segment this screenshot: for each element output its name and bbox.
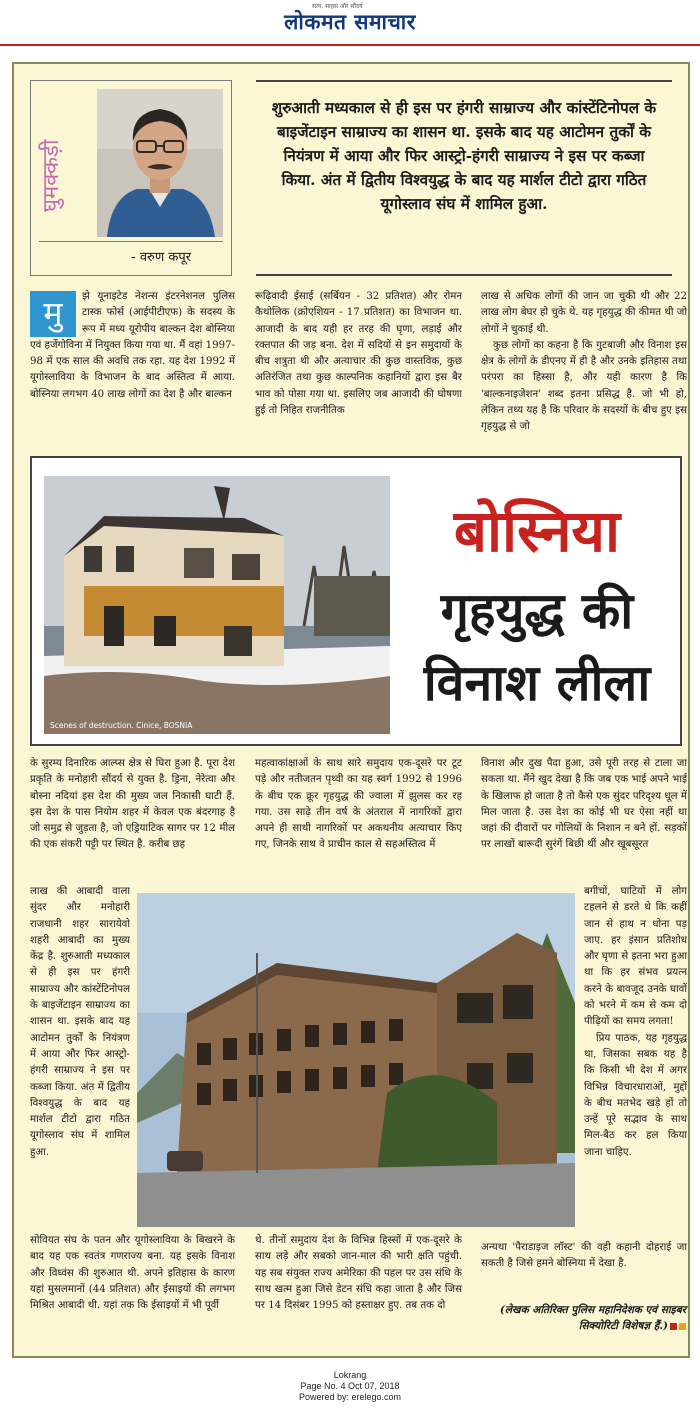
- newspaper-logo[interactable]: लोकमत समाचार: [284, 9, 416, 34]
- article-column-wrap-right: [584, 884, 687, 1240]
- masthead-tagline: सत्य, साहस और सौंदर्य: [312, 3, 363, 10]
- author-divider: [39, 241, 223, 242]
- author-portrait-image: [97, 89, 223, 237]
- wrap-right-paragraph-2: प्रिय पाठक, यह गृहयुद्ध था, जिसका सबक यह है कि किसी भी देश में अगर विभिन्न विचारधाराओं, मुद्दों के बीच मतभेद खड़े हों तो उन्हें पूरे सद्भाव के साथ मिल-बैठ कर हल किया जाना चाहिए.: [584, 1032, 687, 1158]
- pull-quote: शुरुआती मध्यकाल से ही इस पर हंगरी साम्राज्य और कांस्टेंटिनोपल के बाइजेंटाइन साम्राज्य का शासन था. इसके बाद यह आटोमन तुर्कों के नियंत्रण में आया और फिर आस्ट्रो-हंगरी साम्राज्य ने इस पर कब्जा किया. अंत में द्वितीय विश्वयुद्ध के बाद यह मार्शल टीटो द्वारा गठित यूगोस्लाव संघ में शामिल हुआ.: [256, 80, 672, 276]
- article-column-1: [30, 289, 235, 441]
- article-column-5: [255, 756, 462, 884]
- column-2-text: रूढ़िवादी ईसाई (सर्बियन - 32 प्रतिशत) और रोमन कैथोलिक (क्रोएशियन - 17 प्रतिशत) का विभाजन था. आजादी के बाद यही हर तरह की घृणा, लड़ाई और रक्तपात की जड़ बना. देश में सदियों से इन समुदायों के बीच शत्रुता थी और अत्याचार की कुछ वास्तविक, कुछ अतिरंजित तथा कुछ काल्पनिक कहानियों द्वारा इस बैर भाव को पोसा गया था. इसलिए जब आजादी की घोषणा हुई तो निहित राजनीतिक: [255, 291, 462, 417]
- column-9-text: अन्यथा 'पैराडाइज लॉस्ट' की वही कहानी दोहराई जा सकती है जिसे हमने बोस्निया में देखा है.: [481, 1242, 687, 1270]
- article-column-7: [30, 1233, 235, 1347]
- article-column-9: [481, 1240, 687, 1298]
- author-footnote: [486, 1302, 686, 1334]
- author-portrait: [97, 89, 223, 237]
- column-1-text: झे यूनाइटेड नेशन्स इंटरनेशनल पुलिस टास्क फोर्स (आईपीटीएफ) के सदस्य के रूप में मध्य यूरोपीय बाल्कन देश बोस्निया एवं हर्जेगोविना में नियुक्त किया गया था. मैं वहां 1997-98 में एक साल की अवधि तक रहा. यह देश 1992 में यूगोस्लाविया के विभाजन के बाद अस्तित्व में आया. बोस्निया लगभग 40 लाख लोगों का देश है और बाल्कन: [30, 291, 235, 400]
- author-byline: - वरुण कपूर: [131, 250, 192, 265]
- ruined-building-photo: [137, 893, 575, 1227]
- wrap-right-paragraph-1: बगीचों, घाटियों में लोग टहलने से डरते थे कि कहीं जान से हाथ न धोना पड़ जाए. हर इंसान प्रतिशोध और घृणा से इतना भरा हुआ था कि हर संभव प्रयत्न करने के बावजूद उनके घावों को भरने में कम से कम दो पीढ़ियों का समय लगता!: [584, 886, 687, 1028]
- masthead: [0, 0, 700, 46]
- article-column-6: [481, 756, 687, 884]
- feature-box: [30, 456, 682, 746]
- author-box: [30, 80, 232, 276]
- destroyed-house-photo: [44, 476, 390, 734]
- article-column-8: [255, 1233, 462, 1347]
- article-column-wrap-left: [30, 884, 130, 1232]
- footer-page-info: Page No. 4 Oct 07, 2018: [300, 1381, 400, 1391]
- footer-section: Lokrang: [333, 1370, 367, 1380]
- article-column-4: [30, 756, 235, 884]
- footer-powered-by[interactable]: Powered by: erelego.com: [298, 1392, 402, 1402]
- column-3-paragraph-2: कुछ लोगों का कहना है कि गुटबाजी और विनाश इस क्षेत्र के लोगों के डीएनए में ही है और उनके इतिहास तथा परंपरा का हिस्सा है, और यही कारण है कि 'बाल्कनाइजेशन' शब्द इतना प्रसिद्ध है. जो भी हो, लेकिन तथ्य यह है कि परिवार के सदस्यों के बीच हुए इस गृहयुद्ध से जो: [481, 339, 687, 433]
- article-column-3: [481, 289, 687, 441]
- page-footer: [0, 1370, 700, 1403]
- end-mark-orange: [679, 1323, 686, 1330]
- destroyed-house-image: [44, 476, 390, 734]
- column-4-text: के सुरम्य दिनारिक आल्प्स क्षेत्र से घिरा हुआ है. पूरा देश प्रकृति के मनोहारी सौंदर्य से युक्त है. ड्रिना, नेरेत्वा और बोस्ना नदियां इस देश की मुख्य जल निकासी घाटी हैं. इस देश के पास नियोम शहर में केवल एक बंदरगाह है जो समुद्र से जुड़ता है, जो एड्रियाटिक सागर पर 12 मील की एक संकरी पट्टी पर स्थित है. करीब छह: [30, 758, 235, 851]
- headline-line-3: विनाश लीला: [423, 654, 651, 712]
- column-7-text: सोवियत संघ के पतन और यूगोस्लाविया के बिखरने के बाद यह एक स्वतंत्र गणराज्य बना. यह इसके विनाश और विध्वंस की शुरुआत थी. अपने इतिहास के कारण यहां मुसलमानों (44 प्रतिशत) और ईसाइयों की लगभग मिश्रित आबादी थी. यहां तक कि ईसाइयों में भी पूर्वी: [30, 1235, 235, 1312]
- headline-line-2: गृहयुद्ध की: [440, 582, 634, 640]
- end-mark-red: [670, 1323, 677, 1330]
- column-5-text: महत्वाकांक्षाओं के साथ सारे समुदाय एक-दूसरे पर टूट पड़े और नतीजतन पृथ्वी का यह स्वर्ग 1992 से 1996 के बीच एक क्रूर गृहयुद्ध की ज्वाला में झुलस कर रह गया. उस साढ़े तीन वर्ष के अंतराल में नागरिकों द्वारा अपने ही साथी नागरिकों पर अकथनीय अत्याचार किए गए, जिनके साथ वे प्राचीन काल से सहअस्तित्व में: [255, 758, 462, 851]
- column-name: घुमक्कड़ी: [39, 139, 64, 213]
- headline-line-1: बोस्निया: [453, 497, 621, 565]
- column-6-text: विनाश और दुख पैदा हुआ, उसे पूरी तरह से टाला जा सकता था. मैंने खुद देखा है कि जब एक भाई अपने भाई के खिलाफ हो जाता है तो कैसे एक सुंदर परिदृश्य धूल में मिल जाता है. उस देश का कोई भी घर ऐसा नहीं था जहां की दीवारों पर गोलियों के निशान न बने हों. सड़कों पर लाखों बारूदी सुरंगें बिछी थीं और खूबसूरत: [481, 758, 687, 851]
- column-3-paragraph-1: लाख से अधिक लोगों की जान जा चुकी थी और 22 लाख लोग बेघर हो चुके थे. यह गृहयुद्ध की कीमत थी जो लोगों ने चुकाई थी.: [481, 291, 687, 335]
- column-8-text: थे. तीनों समुदाय देश के विभिन्न हिस्सों में एक-दूसरे के साथ लड़े और सबको जान-माल की भारी क्षति पहुंची. यह सब संयुक्त राज्य अमेरिका की पहल पर उस संधि के साथ खत्म हुआ जिसे डेटन संधि कहा जाता है और जिस पर 14 दिसंबर 1995 को हस्ताक्षर हुए. तब तक दो: [255, 1235, 462, 1312]
- photo-caption: Scenes of destruction. Cinice, BOSNIA: [50, 721, 193, 730]
- drop-cap: मु: [30, 291, 76, 337]
- article-column-2: [255, 289, 462, 441]
- wrap-left-text: लाख की आबादी वाला सुंदर और मनोहारी राजधानी शहर सारायेवो शहरी आबादी का मुख्य केंद्र है. शुरुआती मध्यकाल से ही इस पर हंगरी साम्राज्य और कांस्टेंटिनोपल के बाइजेंटाइन साम्राज्य का शासन था. इसके बाद यह आटोमन तुर्कों के नियंत्रण में आया और फिर आस्ट्रो-हंगरी साम्राज्य ने इस पर कब्जा किया. अंत में द्वितीय विश्वयुद्ध के बाद यह मार्शल टीटो द्वारा गठित यूगोस्लाव संघ में शामिल हुआ.: [30, 886, 130, 1158]
- ruined-building-image: [137, 893, 575, 1227]
- footnote-text: (लेखक अतिरिक्त पुलिस महानिदेशक एवं साइबर सिक्योरिटी विशेषज्ञ हैं.): [499, 1304, 686, 1332]
